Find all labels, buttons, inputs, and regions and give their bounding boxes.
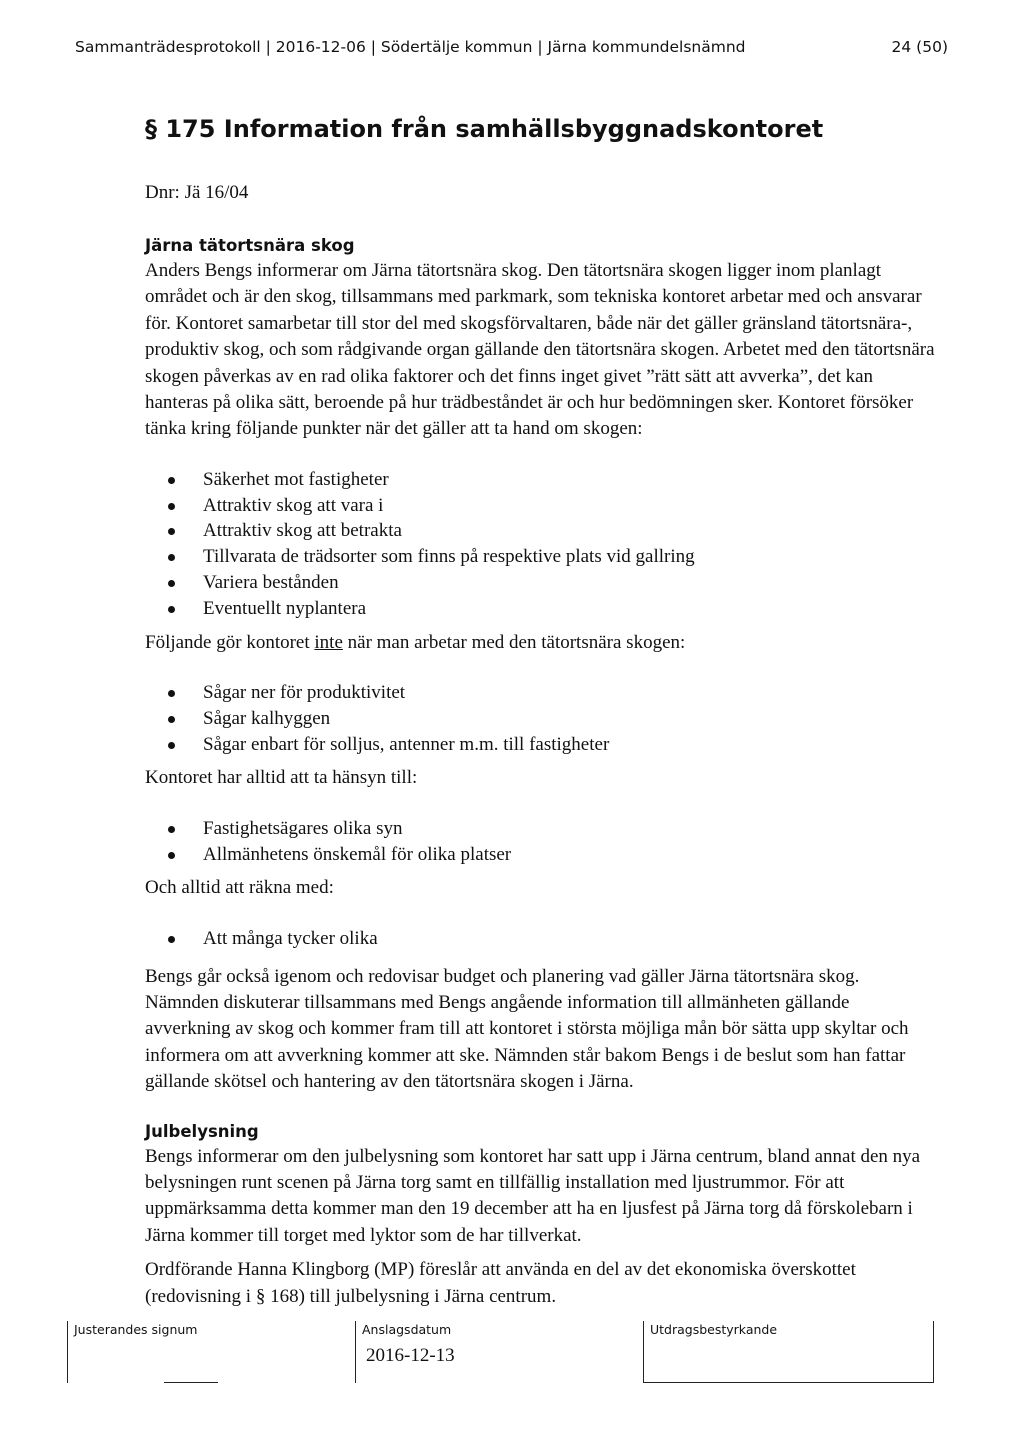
list-item: Säkerhet mot fastigheter (145, 467, 935, 493)
not-intro-pre: Följande gör kontoret (145, 631, 315, 653)
regard-points-list (145, 816, 935, 868)
header-meta: Sammanträdesprotokoll | 2016-12-06 | Södertälje kommun | Järna kommundelsnämnd (75, 38, 746, 56)
list-item: Sågar ner för produktivitet (145, 680, 935, 706)
certification-line (643, 1382, 933, 1384)
not-intro-underlined: inte (314, 631, 343, 653)
posting-date-label: Anslagsdatum (362, 1322, 452, 1337)
page-number: 24 (50) (891, 38, 948, 56)
list-item: Att många tycker olika (145, 926, 935, 952)
list-item: Sågar kalhyggen (145, 706, 935, 732)
footer-cert-cell (643, 1321, 778, 1383)
list-item: Eventuellt nyplantera (145, 596, 935, 622)
list-item: Variera bestånden (145, 570, 935, 596)
document-body (145, 234, 935, 1310)
list-item: Attraktiv skog att vara i (145, 493, 935, 519)
page-header (75, 38, 948, 56)
julbelysning-paragraph: Bengs informerar om den julbelysning som kontoret har satt upp i Järna centrum, bland annat den nya belysningen runt scenen på Järna torg samt en tillfällig installation med ljustrummor. För att uppmärksamma detta kommer man den 19 december att ha en ljusfest på Järna torg då förskolebarn i Järna kommer till torget med lyktor som de har tillverkat. (145, 1145, 921, 1246)
regard-intro-paragraph: Kontoret har alltid att ta hänsyn till: (145, 767, 418, 789)
signature-line (164, 1382, 218, 1384)
section-title: § 175 Information från samhällsbyggnadskontoret (145, 115, 824, 143)
signature-footer (67, 1321, 934, 1383)
list-item: Attraktiv skog att betrakta (145, 518, 935, 544)
proposal-paragraph: Ordförande Hanna Klingborg (MP) föreslår att använda en del av det ekonomiska överskottet (redovisning i § 168) till julbelysning i Järna centrum. (145, 1259, 856, 1307)
list-item: Allmänhetens önskemål för olika platser (145, 842, 935, 868)
certification-label: Utdragsbestyrkande (650, 1322, 778, 1337)
skog-points-list (145, 467, 935, 622)
footer-date-cell (355, 1321, 455, 1383)
list-item: Fastighetsägares olika syn (145, 816, 935, 842)
not-intro-paragraph (145, 630, 935, 656)
skog-intro-paragraph: Anders Bengs informerar om Järna tätortsnära skog. Den tätortsnära skogen ligger inom planlagt området och är den skog, tillsammans med parkmark, som tekniska kontoret arbetar med och ansvarar för. Kontoret samarbetar till stor del med skogsförvaltaren, både när det gäller gränsland tätortsnära-, produktiv skog, och som rådgivande organ gällande den tätortsnära skogen. Arbetet med den tätortsnära skogen påverkas av en rad olika faktorer och det finns inget givet ”rätt sätt att avverka”, det kan hanteras på olika sätt, beroende på hur trädbeståndet är och hur bedömningen sker. Kontoret försöker tänka kring följande punkter när det gäller att ta hand om skogen: (145, 260, 935, 440)
not-intro-post: när man arbetar med den tätortsnära skogen: (342, 631, 686, 653)
signum-label: Justerandes signum (74, 1322, 198, 1337)
count-points-list (145, 926, 935, 952)
list-item: Sågar enbart för solljus, antenner m.m. till fastigheter (145, 732, 935, 758)
count-intro-paragraph: Och alltid att räkna med: (145, 877, 334, 899)
posting-date-value: 2016-12-13 (366, 1345, 455, 1366)
list-item: Tillvarata de trädsorter som finns på respektive plats vid gallring (145, 544, 935, 570)
diary-number: Dnr: Jä 16/04 (145, 182, 249, 203)
not-points-list (145, 680, 935, 757)
heading-tatortsnara-skog: Järna tätortsnära skog (145, 236, 355, 255)
heading-julbelysning: Julbelysning (145, 1121, 259, 1141)
skog-closing-paragraph: Bengs går också igenom och redovisar budget och planering vad gäller Järna tätortsnära skog. Nämnden diskuterar tillsammans med Bengs angående information till allmänheten gällande avverkning av skog och kommer fram till att kontoret i största möjliga mån bör sätta upp skyltar och informera om att avverkning kommer att ske. Nämnden står bakom Bengs i de beslut som han fattar gällande skötsel och hantering av den tätortsnära skogen i Järna. (145, 965, 909, 1093)
